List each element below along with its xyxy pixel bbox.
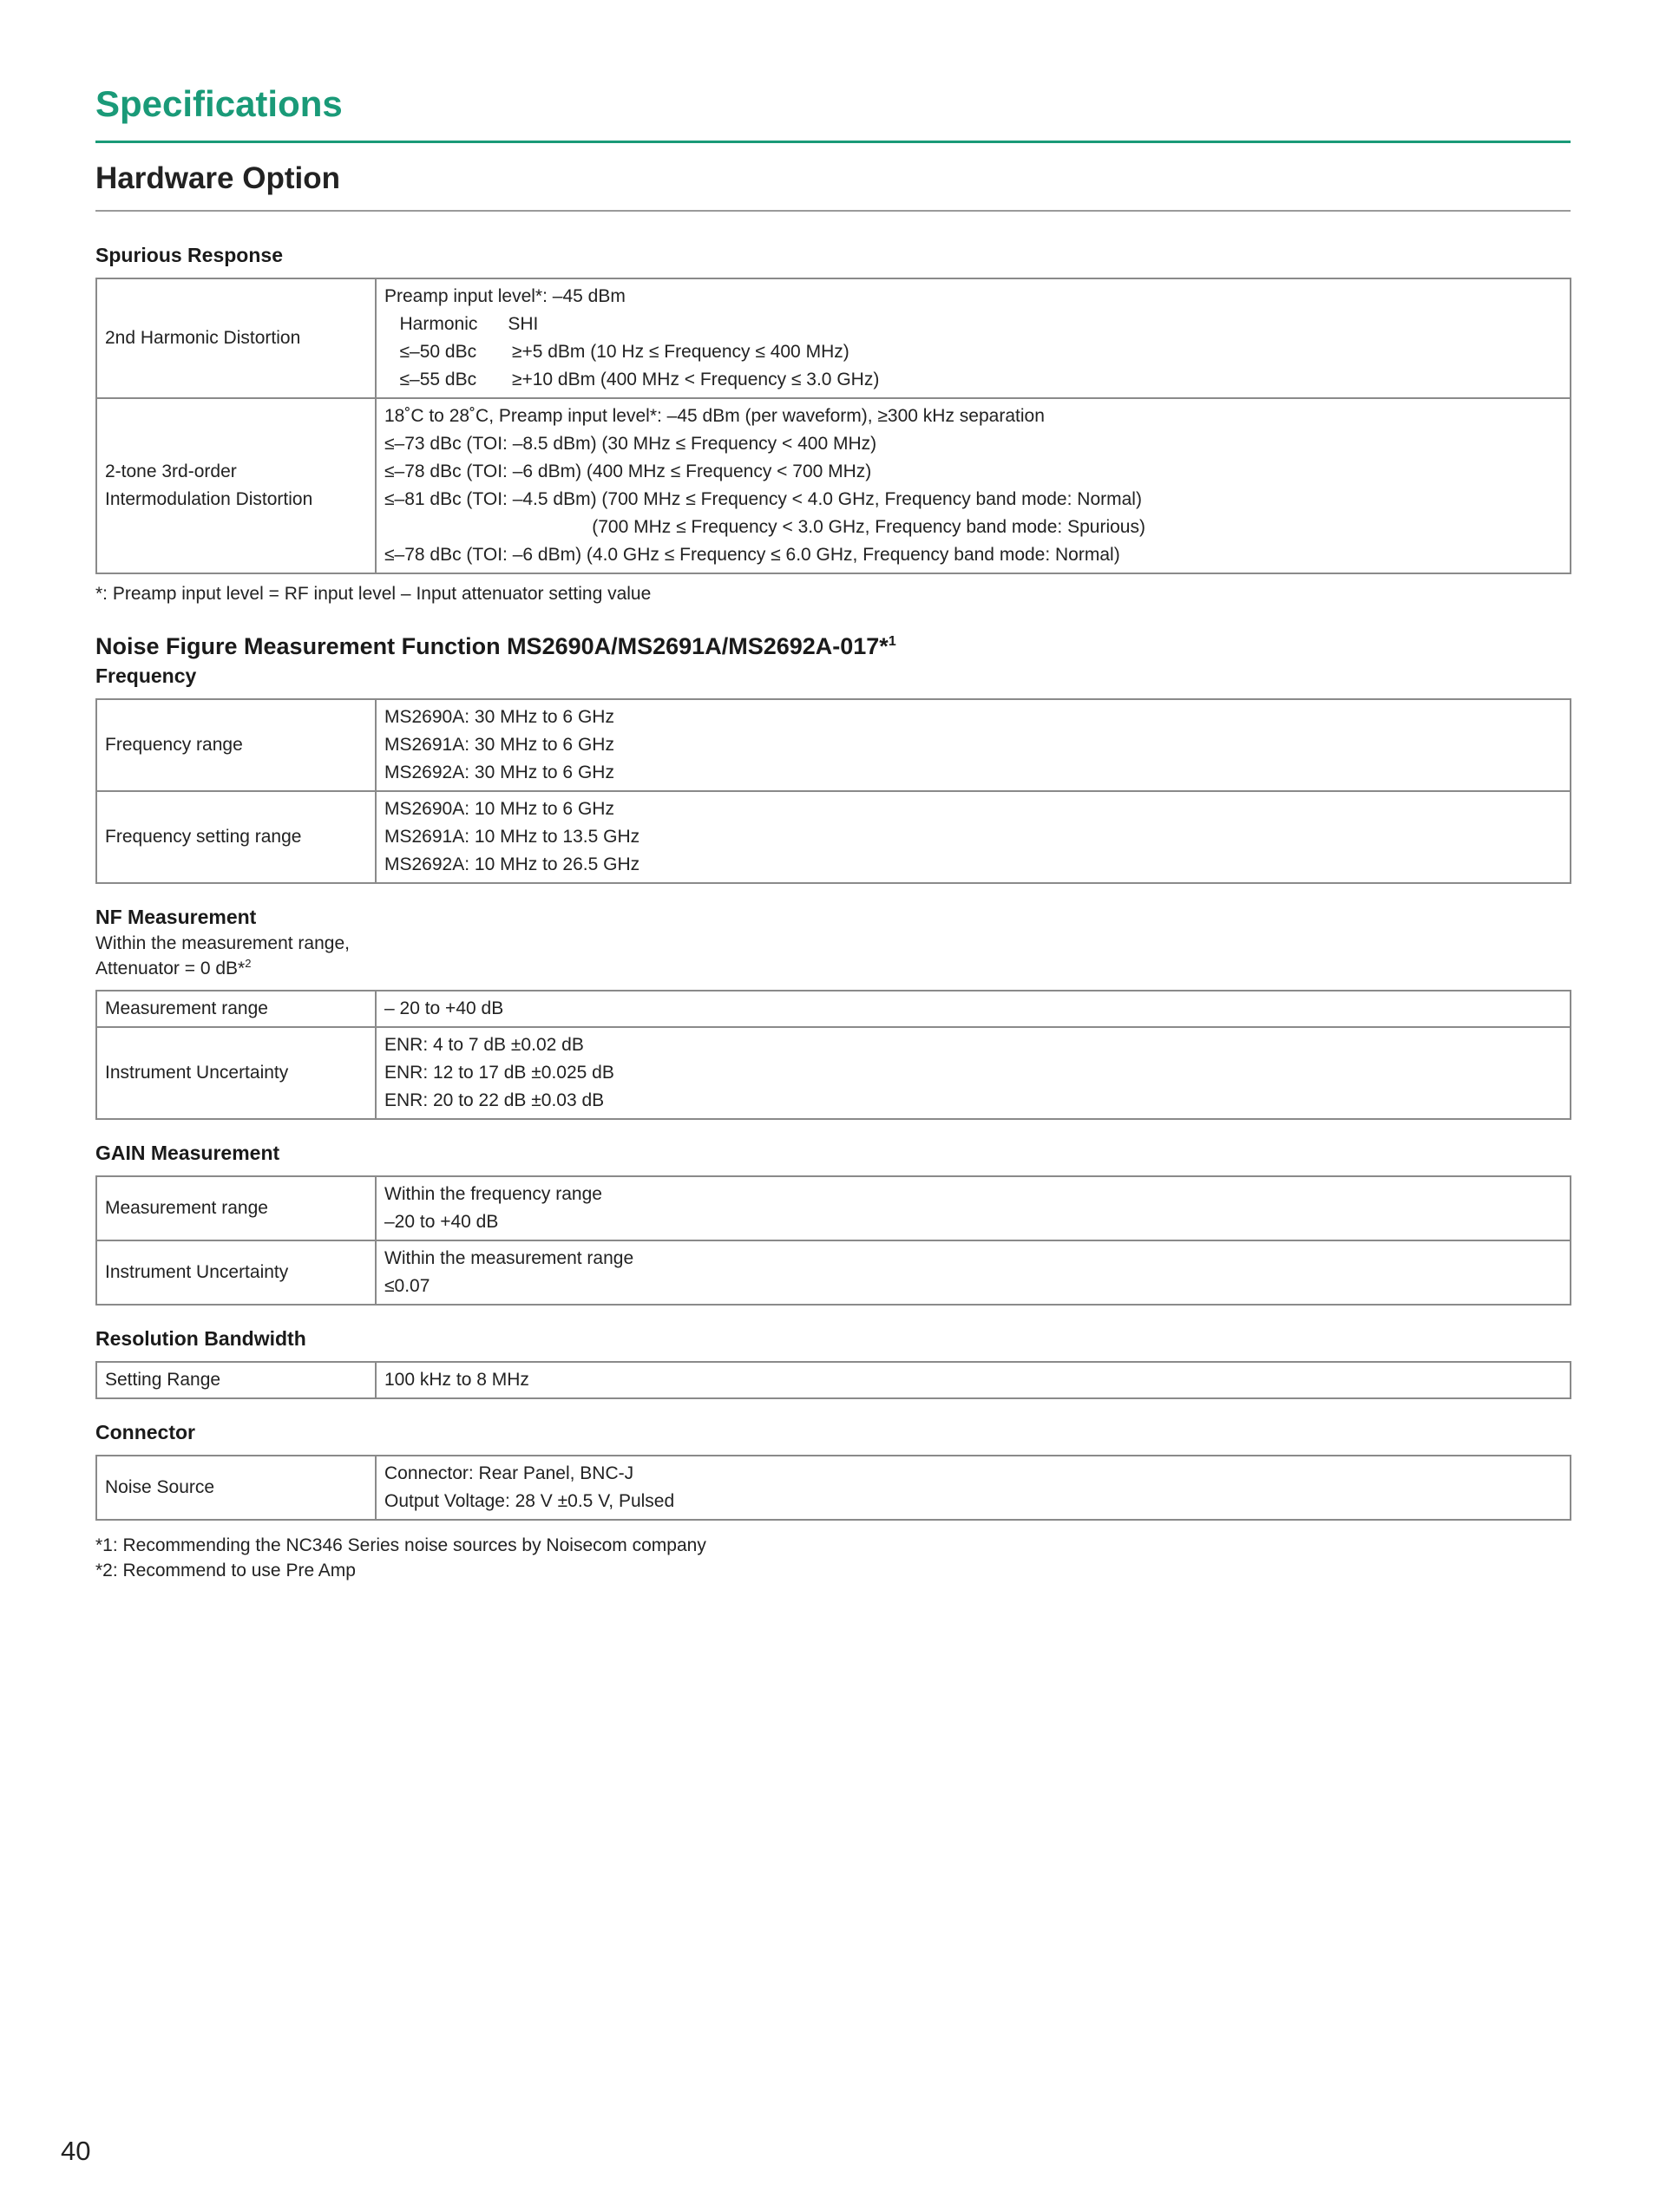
spec-value-line: ≤–73 dBc (TOI: –8.5 dBm) (30 MHz ≤ Frequency < 400 MHz) [384, 434, 877, 454]
footnote-1: *1: Recommending the NC346 Series noise sources by Noisecom company [95, 1535, 706, 1555]
spec-label: Setting Range [105, 1370, 221, 1390]
spec-value-line: ≤–50 dBc ≥+5 dBm (10 Hz ≤ Frequency ≤ 400 MHz) [384, 342, 849, 362]
rbw-table [95, 1361, 1571, 1399]
spec-value-cell [376, 791, 1571, 883]
section-title: Hardware Option [95, 161, 340, 195]
rbw-heading: Resolution Bandwidth [95, 1327, 306, 1350]
nf-note-sup: 2 [245, 957, 252, 970]
spec-label: Frequency range [105, 735, 243, 755]
spec-label-cell [96, 1176, 376, 1240]
spec-value-cell [376, 278, 1571, 398]
spec-value-cell [376, 991, 1571, 1027]
spurious-table [95, 278, 1571, 574]
table-row [96, 699, 1571, 791]
noise-figure-heading [95, 631, 1571, 662]
spec-label: 2nd Harmonic Distortion [105, 328, 301, 348]
spec-label: Instrument Uncertainty [105, 1063, 289, 1083]
spec-label-cell [96, 398, 376, 573]
spec-value-line: ≤–78 dBc (TOI: –6 dBm) (4.0 GHz ≤ Frequency ≤ 6.0 GHz, Frequency band mode: Normal) [384, 545, 1120, 565]
spec-label-cell [96, 991, 376, 1027]
nf-note-line1: Within the measurement range, [95, 933, 350, 953]
spec-label: Measurement range [105, 1198, 268, 1218]
nf-table [95, 990, 1571, 1120]
spec-value-line: 18˚C to 28˚C, Preamp input level*: –45 dBm (per waveform), ≥300 kHz separation [384, 406, 1045, 426]
spec-value-line: MS2690A: 30 MHz to 6 GHz [384, 707, 614, 727]
noise-figure-heading-text: Noise Figure Measurement Function MS2690A/MS2691A/MS2692A-017* [95, 633, 889, 659]
spec-value-line: Connector: Rear Panel, BNC-J [384, 1463, 634, 1483]
spec-label: Measurement range [105, 998, 268, 1018]
connector-heading: Connector [95, 1421, 195, 1443]
spec-value-cell [376, 1240, 1571, 1305]
spec-value-line: Within the frequency range [384, 1184, 602, 1204]
spec-value-line: ENR: 12 to 17 dB ±0.025 dB [384, 1063, 614, 1083]
spec-value-line: MS2692A: 10 MHz to 26.5 GHz [384, 854, 640, 874]
spec-label-cell [96, 1027, 376, 1119]
spec-value-line: 100 kHz to 8 MHz [384, 1370, 529, 1390]
table-row [96, 278, 1571, 398]
spec-label: Noise Source [105, 1477, 215, 1497]
spec-value-line: (700 MHz ≤ Frequency < 3.0 GHz, Frequency band mode: Spurious) [384, 517, 1145, 537]
table-row [96, 791, 1571, 883]
spec-value-line: ENR: 20 to 22 dB ±0.03 dB [384, 1090, 605, 1110]
spec-value-line: Preamp input level*: –45 dBm [384, 286, 626, 306]
table-row [96, 1362, 1571, 1398]
spec-label-cell [96, 278, 376, 398]
spec-value-line: ≤0.07 [384, 1276, 430, 1296]
page-number: 40 [61, 2136, 91, 2166]
spec-value-line: MS2692A: 30 MHz to 6 GHz [384, 762, 614, 782]
spec-label: Instrument Uncertainty [105, 1262, 289, 1282]
spec-label: Intermodulation Distortion [105, 489, 313, 509]
title-divider [95, 141, 1571, 143]
spec-value-line: –20 to +40 dB [384, 1212, 499, 1232]
spec-value-cell [376, 699, 1571, 791]
spec-value-cell [376, 398, 1571, 573]
spec-value-cell [376, 1362, 1571, 1398]
spec-label-cell [96, 1240, 376, 1305]
spec-value-line: MS2691A: 10 MHz to 13.5 GHz [384, 827, 640, 847]
spec-label: Frequency setting range [105, 827, 302, 847]
table-row [96, 991, 1571, 1027]
nf-heading: NF Measurement [95, 906, 257, 928]
footnote-2: *2: Recommend to use Pre Amp [95, 1561, 356, 1580]
spec-value-line: ENR: 4 to 7 dB ±0.02 dB [384, 1035, 584, 1055]
table-row [96, 1176, 1571, 1240]
frequency-heading: Frequency [95, 664, 197, 687]
page-title: Specifications [95, 83, 343, 124]
spec-label-cell [96, 1456, 376, 1520]
gain-heading: GAIN Measurement [95, 1142, 280, 1164]
nf-note-line2 [95, 956, 1571, 981]
spec-value-cell [376, 1176, 1571, 1240]
nf-note-line2-text: Attenuator = 0 dB* [95, 959, 246, 978]
spec-value-line: ≤–78 dBc (TOI: –6 dBm) (400 MHz ≤ Frequency < 700 MHz) [384, 461, 872, 481]
spec-value-cell [376, 1456, 1571, 1520]
spec-value-line: ≤–55 dBc ≥+10 dBm (400 MHz < Frequency ≤ 3.0 GHz) [384, 370, 880, 389]
spec-label: 2-tone 3rd-order [105, 461, 237, 481]
spec-value-line: Output Voltage: 28 V ±0.5 V, Pulsed [384, 1491, 675, 1511]
table-row [96, 1027, 1571, 1119]
noise-figure-heading-sup: 1 [888, 634, 896, 649]
connector-table [95, 1455, 1571, 1521]
table-row [96, 398, 1571, 573]
spec-value-line: Harmonic SHI [384, 314, 539, 334]
spec-value-line: ≤–81 dBc (TOI: –4.5 dBm) (700 MHz ≤ Frequency < 4.0 GHz, Frequency band mode: Normal) [384, 489, 1142, 509]
gain-table [95, 1175, 1571, 1306]
spurious-heading: Spurious Response [95, 244, 283, 266]
spec-value-line: – 20 to +40 dB [384, 998, 504, 1018]
spec-value-cell [376, 1027, 1571, 1119]
section-divider [95, 210, 1571, 212]
spec-label-cell [96, 791, 376, 883]
spec-label-cell [96, 1362, 376, 1398]
spec-value-line: MS2691A: 30 MHz to 6 GHz [384, 735, 614, 755]
spec-content [95, 236, 1571, 1583]
table-row [96, 1456, 1571, 1520]
frequency-table [95, 698, 1571, 884]
footnotes [95, 1533, 1571, 1583]
table-row [96, 1240, 1571, 1305]
spurious-footnote: *: Preamp input level = RF input level – Input attenuator setting value [95, 584, 652, 604]
spec-value-line: MS2690A: 10 MHz to 6 GHz [384, 799, 614, 819]
spec-label-cell [96, 699, 376, 791]
spec-value-line: Within the measurement range [384, 1248, 634, 1268]
